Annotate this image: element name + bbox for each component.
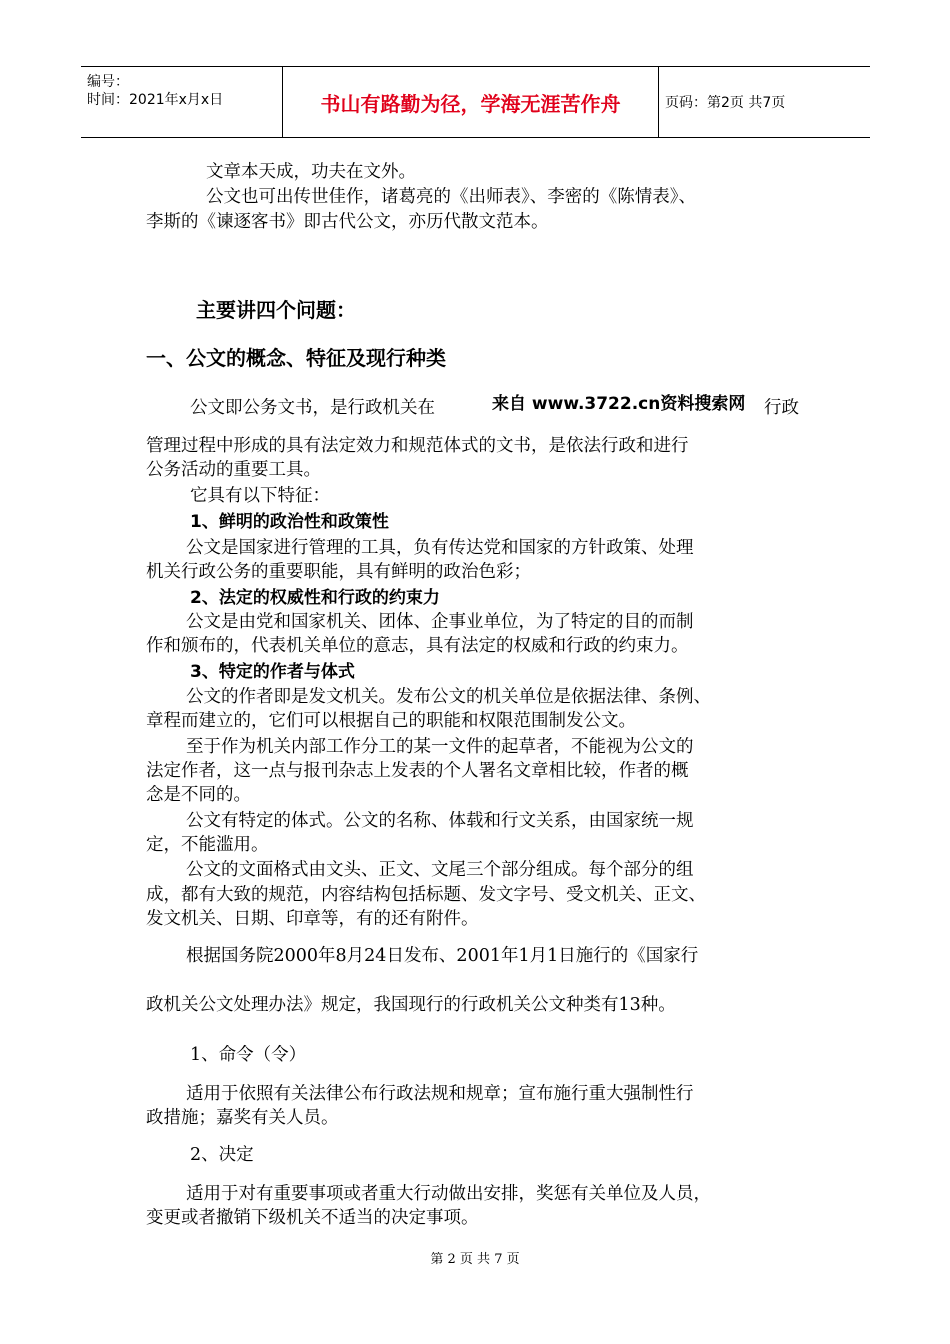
body-line: 公文是国家进行管理的工具，负有传达党和国家的方针政策、处理 [186,538,694,558]
header-motto: 书山有路勤为径，学海无涯苦作舟 [283,67,659,137]
body-line: 政机关公文处理办法》规定，我国现行的行政机关公文种类有13种。 [146,995,676,1015]
body-line: 公文的作者即是发文机关。发布公文的机关单位是依据法律、条例、 [186,687,711,707]
body-line: 文章本天成，功夫在文外。 [206,162,416,182]
watermark-text: 来自 www.3722.cn资料搜索网 [492,394,746,414]
body-line: 管理过程中形成的具有法定效力和规范体式的文书，是依法行政和进行 [146,436,689,456]
subsection-heading: 1、鲜明的政治性和政策性 [190,512,389,532]
body-line: 公文也可出传世佳作，诸葛亮的《出师表》、李密的《陈情表》、 [206,187,696,207]
body-line: 变更或者撤销下级机关不适当的决定事项。 [146,1208,479,1228]
main-heading: 主要讲四个问题： [196,298,356,322]
body-line: 法定作者，这一点与报刊杂志上发表的个人署名文章相比较，作者的概 [146,761,689,781]
body-line: 政措施；嘉奖有关人员。 [146,1108,339,1128]
subsection-heading: 2、法定的权威性和行政的约束力 [190,588,440,608]
body-line: 适用于对有重要事项或者重大行动做出安排，奖惩有关单位及人员， [186,1184,711,1204]
body-line: 至于作为机关内部工作分工的某一文件的起草者，不能视为公文的 [186,737,694,757]
body-line: 定，不能滥用。 [146,835,269,855]
body-line: 适用于依照有关法律公布行政法规和规章；宣布施行重大强制性行 [186,1084,694,1104]
body-line: 公文即公务文书，是行政机关在 [190,398,435,418]
body-line: 作和颁布的，代表机关单位的意志，具有法定的权威和行政的约束力。 [146,636,689,656]
header-meta [81,67,283,137]
subsection-heading: 3、特定的作者与体式 [190,662,355,682]
body-line: 行政 [764,398,799,418]
page-header [81,66,870,138]
document-number-label: 编号： [87,74,129,90]
body-line: 李斯的《谏逐客书》即古代公文，亦历代散文范本。 [146,212,549,232]
document-time-label: 时间：2021年x月x日 [87,92,224,108]
body-line: 成，都有大致的规范，内容结构包括标题、发文字号、受文机关、正文、 [146,885,706,905]
body-line: 公文的文面格式由文头、正文、文尾三个部分组成。每个部分的组 [186,860,694,880]
body-line: 机关行政公务的重要职能，具有鲜明的政治色彩； [146,562,531,582]
body-line: 根据国务院2000年8月24日发布、2001年1月1日施行的《国家行 [186,946,699,966]
body-line: 公文有特定的体式。公文的名称、体载和行文关系，由国家统一规 [186,811,694,831]
section-heading: 一、公文的概念、特征及现行种类 [146,346,446,370]
body-line: 念是不同的。 [146,785,251,805]
list-item-heading: 1、命令（令） [190,1045,307,1065]
body-line: 它具有以下特征： [190,486,330,506]
body-line: 章程而建立的，它们可以根据自己的职能和权限范围制发公文。 [146,711,636,731]
body-line: 公务活动的重要工具。 [146,460,321,480]
body-line: 公文是由党和国家机关、团体、企事业单位，为了特定的目的而制 [186,612,694,632]
header-page-number: 页码：第2页 共7页 [665,95,786,111]
body-line: 发文机关、日期、印章等，有的还有附件。 [146,909,479,929]
page-footer: 第 2 页 共 7 页 [430,1252,520,1267]
list-item-heading: 2、决定 [190,1145,254,1165]
